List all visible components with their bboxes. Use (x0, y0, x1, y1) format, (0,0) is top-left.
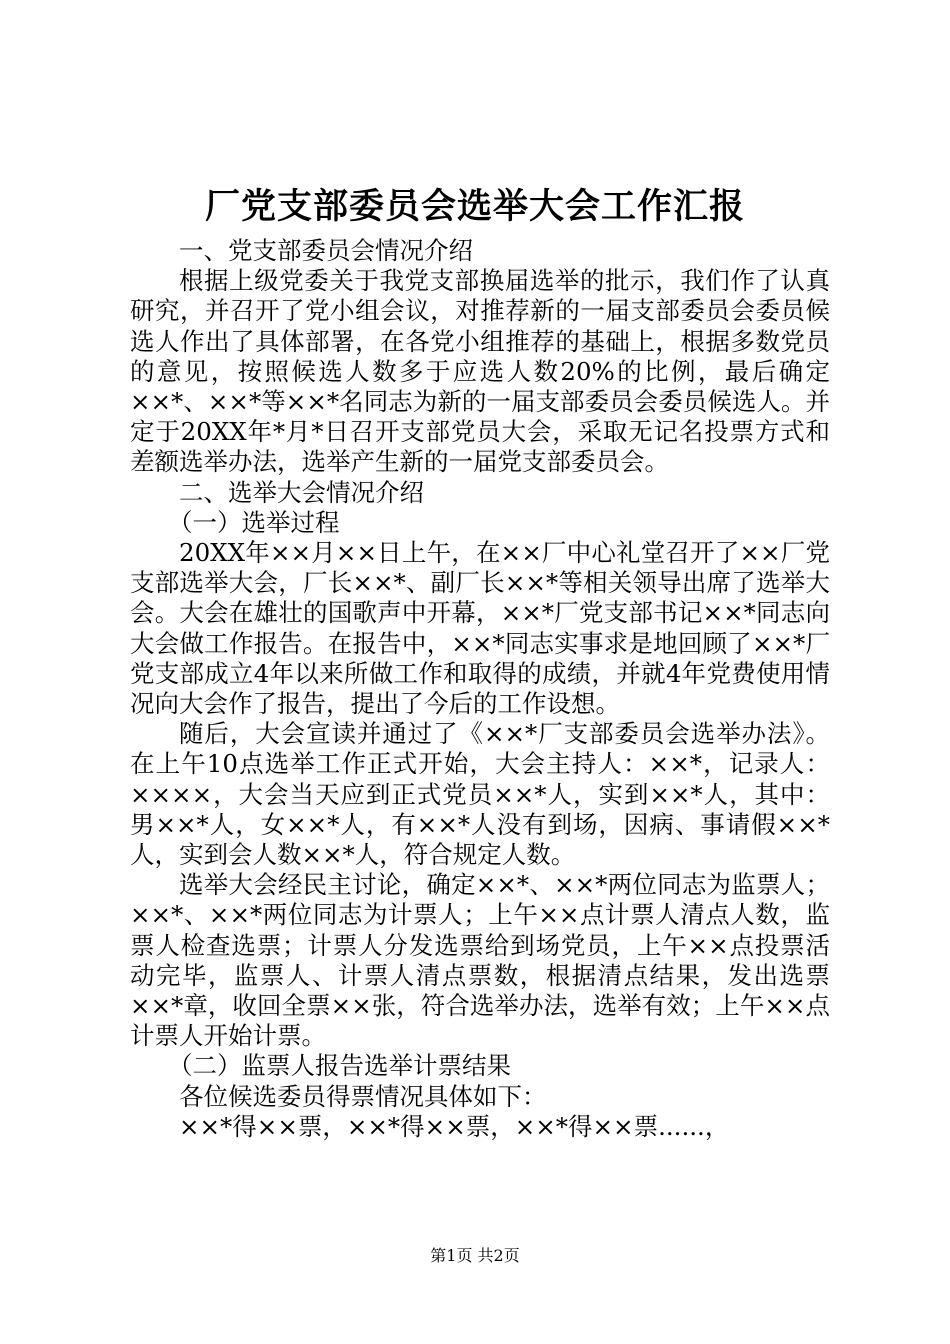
subsection-heading-1: （一）选举过程 (168, 507, 340, 537)
subsection-heading-2: （二）监票人报告选举计票结果 (168, 1051, 511, 1081)
section-heading-1: 一、党支部委员会情况介绍 (179, 236, 473, 265)
section-heading-2: 二、选举大会情况介绍 (179, 477, 424, 507)
page-footer: 第1页 共2页 (430, 1246, 520, 1265)
paragraph-results-intro: 各位候选委员得票情况具体如下： (179, 1081, 547, 1111)
paragraph-attendance: 随后，大会宣读并通过了《××*厂支部委员会选举办法》。在上午10点选举工作正式开始，大会主持人：××*，记录人：××××，大会当天应到正式党员××*人，实到××*人，其中：男××*人，女××*人，有××*人没有到场，因病、事请假××*人，实到会人数××*人，符合规定人数。 (130, 719, 830, 870)
paragraph-intro: 根据上级党委关于我党支部换届选举的批示，我们作了认真研究，并召开了党小组会议，对推荐新的一届支部委员会委员候选人作出了具体部署，在各党小组推荐的基础上，根据多数党员的意见，按照候选人数多于应选人数20%的比例，最后确定××*、××*等××*名同志为新的一届支部委员会委员候选人。并定于20XX年*月*日召开支部党员大会，采取无记名投票方式和差额选举办法，选举产生新的一届党支部委员会。 (130, 266, 830, 477)
document-title: 厂党支部委员会选举大会工作汇报 (204, 186, 745, 227)
document-body (130, 236, 830, 1142)
paragraph-results: ××*得××票，××*得××票，××*得××票......， (179, 1111, 730, 1141)
paragraph-process: 20XX年××月××日上午，在××厂中心礼堂召开了××厂党支部选举大会，厂长××*、副厂长××*等相关领导出席了选举大会。大会在雄壮的国歌声中开幕，××*厂党支部书记××*同志向大会做工作报告。在报告中，××*同志实事求是地回顾了××*厂党支部成立4年以来所做工作和取得的成绩，并就4年党费使用情况向大会作了报告，提出了今后的工作设想。 (130, 538, 830, 719)
paragraph-counting: 选举大会经民主讨论，确定××*、××*两位同志为监票人；××*、××*两位同志为计票人；上午××点计票人清点人数，监票人检查选票；计票人分发选票给到场党员，上午××点投票活动完毕，监票人、计票人清点票数，根据清点结果，发出选票××*章，收回全票××张，符合选举办法，选举有效；上午××点计票人开始计票。 (130, 870, 830, 1051)
